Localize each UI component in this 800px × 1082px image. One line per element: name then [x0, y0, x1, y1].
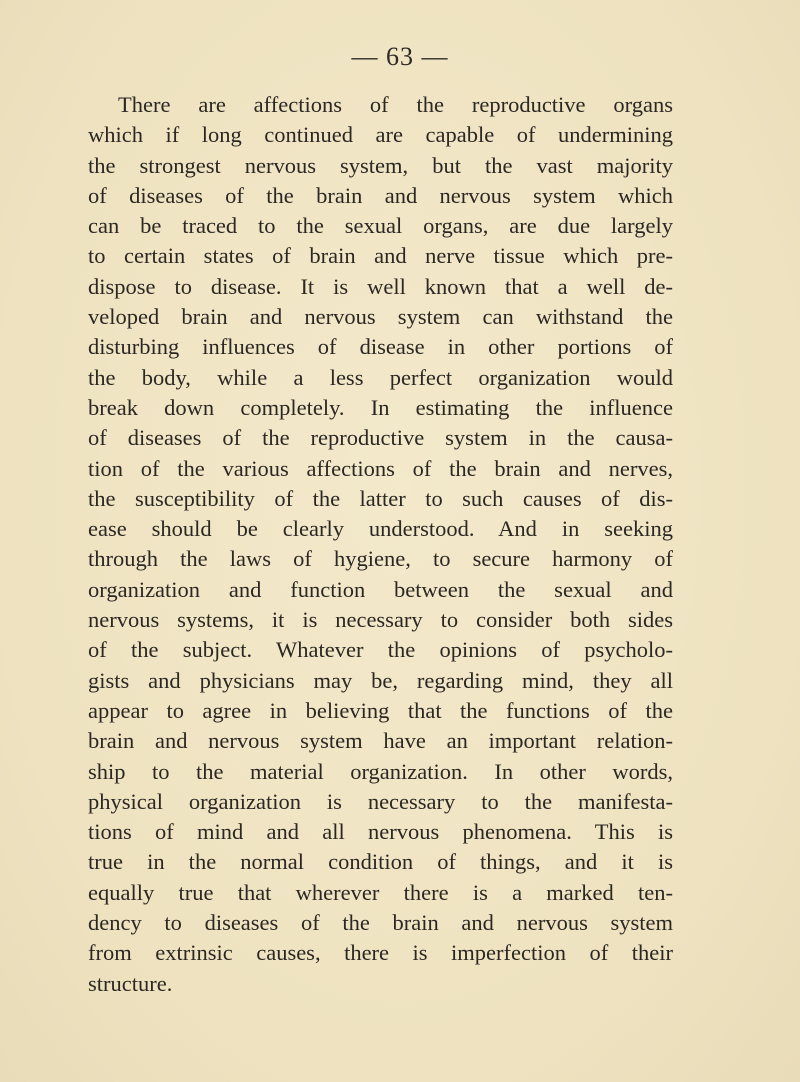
text-line: true in the normal condition of things, and it is: [88, 849, 673, 875]
text-line: gists and physicians may be, regarding mind, they all: [88, 667, 673, 693]
text-line: of diseases of the brain and nervous system which: [88, 182, 673, 208]
text-line: the body, while a less perfect organization would: [88, 364, 673, 390]
text-line: tion of the various affections of the brain and nerves,: [88, 455, 673, 481]
text-line: tions of mind and all nervous phenomena. This is: [88, 819, 673, 845]
text-line: There are affections of the reproductive organs: [118, 92, 673, 117]
text-line: brain and nervous system have an important relation-: [88, 728, 673, 754]
text-line: nervous systems, it is necessary to consider both sides: [88, 607, 673, 633]
text-line: from extrinsic causes, there is imperfection of their: [88, 940, 673, 966]
page-number: — 63 —: [351, 42, 449, 71]
text-line: which if long continued are capable of undermining: [88, 122, 673, 148]
body-paragraph: [88, 90, 673, 999]
text-line: of the subject. Whatever the opinions of psycholo-: [88, 637, 673, 663]
text-line: appear to agree in believing that the functions of the: [88, 697, 673, 723]
text-line: to certain states of brain and nerve tissue which pre-: [88, 243, 673, 269]
text-line: dispose to disease. It is well known that a well de-: [88, 273, 673, 299]
text-line: disturbing influences of disease in other portions of: [88, 334, 673, 360]
text-line: the strongest nervous system, but the vast majority: [88, 152, 673, 178]
text-line: organization and function between the sexual and: [88, 576, 673, 602]
text-line: dency to diseases of the brain and nervous system: [88, 910, 673, 936]
text-line: veloped brain and nervous system can withstand the: [88, 304, 673, 330]
text-line: of diseases of the reproductive system in the causa-: [88, 425, 673, 451]
text-line: ease should be clearly understood. And in seeking: [88, 516, 673, 542]
text-line: break down completely. In estimating the influence: [88, 394, 673, 420]
text-line: through the laws of hygiene, to secure harmony of: [88, 546, 673, 572]
text-line: can be traced to the sexual organs, are due largely: [88, 213, 673, 239]
text-line: physical organization is necessary to the manifesta-: [88, 788, 673, 814]
text-line: the susceptibility of the latter to such causes of dis-: [88, 485, 673, 511]
text-line: ship to the material organization. In other words,: [88, 758, 673, 784]
text-line: structure.: [88, 970, 173, 996]
text-line: equally true that wherever there is a marked ten-: [88, 879, 673, 905]
